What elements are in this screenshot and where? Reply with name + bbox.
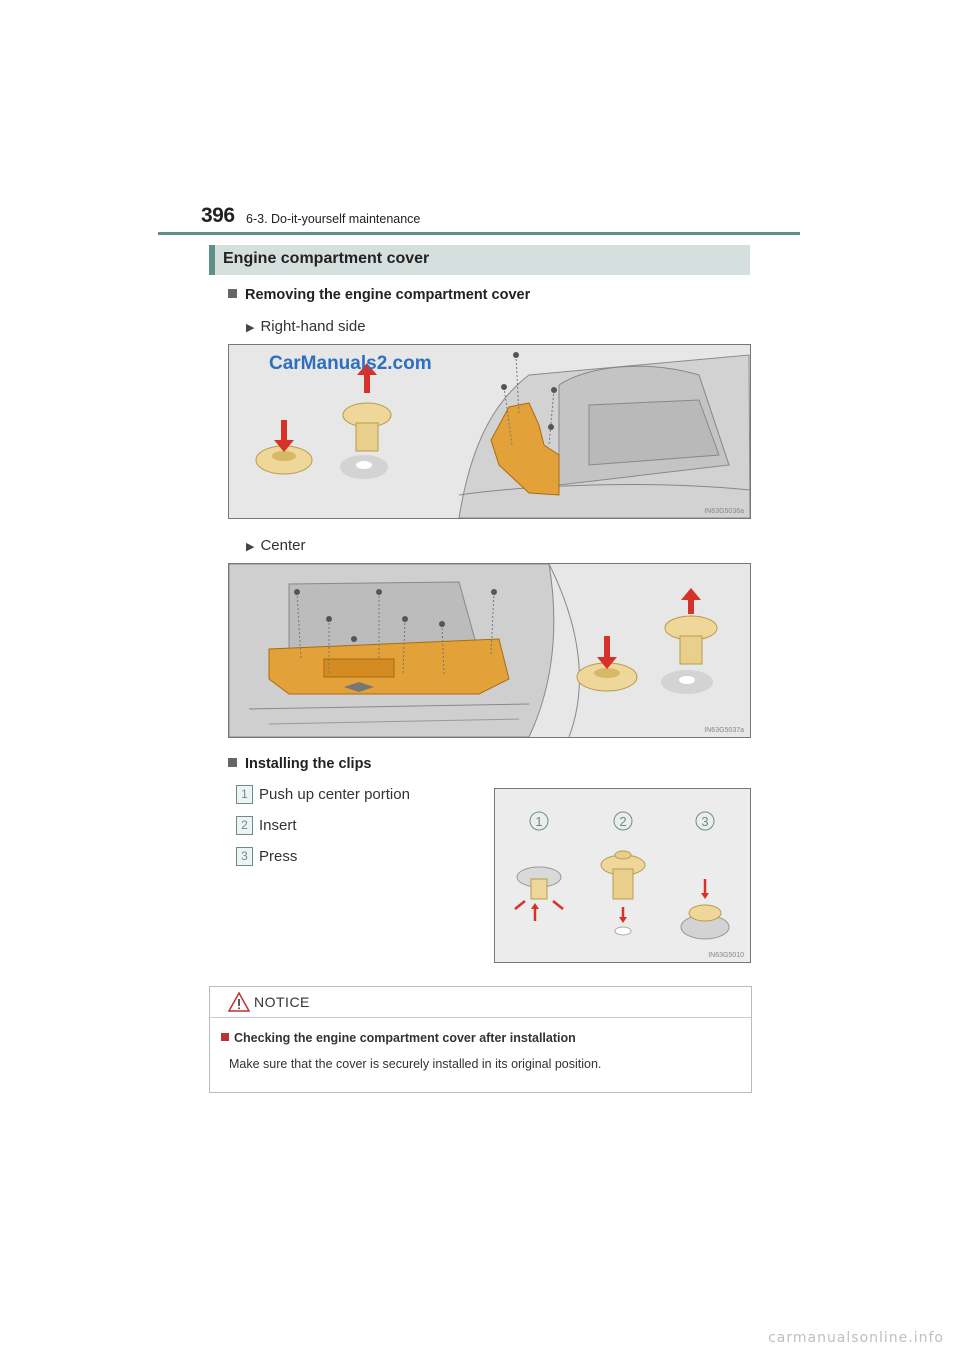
install-step [236,847,410,878]
clip-steps-illustration [495,789,750,962]
step-number-badge: 1 [236,785,253,804]
header-rule [158,232,800,235]
notice-header [210,987,751,1018]
subhead-installing [228,756,372,772]
figure-step-number: 3 [701,814,709,829]
footer-watermark: carmanualsonline.info [768,1330,944,1346]
heading-accent-bar [209,245,215,275]
subhead-removing [228,287,530,303]
engine-center-illustration [229,564,750,737]
heading-text: Engine compartment cover [223,250,430,267]
figure-step-number: 2 [619,814,627,829]
warning-triangle-icon [228,992,250,1012]
label-center-text: Center [260,537,306,554]
subhead-removing-text: Removing the engine compartment cover [245,287,531,303]
square-bullet-icon [228,758,237,767]
figure-right-hand-side [228,344,751,519]
label-right-hand-side [246,318,366,335]
step-number-badge: 3 [236,847,253,866]
install-step [236,785,410,816]
figure2-code: IN63G5037a [704,727,744,734]
figure-step-number: 1 [535,814,543,829]
page-number: 396 [201,204,235,227]
section-heading [209,245,750,275]
square-bullet-icon [228,289,237,298]
notice-subtitle [221,1031,576,1045]
triangle-bullet-icon: ▶ [246,322,255,334]
install-steps-list [236,785,410,878]
figure-center [228,563,751,738]
label-right-hand-side-text: Right-hand side [260,318,366,335]
notice-box [209,986,752,1093]
step-text: Insert [259,817,297,834]
triangle-bullet-icon: ▶ [246,541,255,553]
figure-installing-clips [494,788,751,963]
figure3-code: IN63G5010 [708,952,744,959]
subhead-installing-text: Installing the clips [245,756,372,772]
install-step [236,816,410,847]
notice-body: Make sure that the cover is securely installed in its original position. [229,1057,602,1071]
step-text: Push up center portion [259,786,410,803]
step-text: Press [259,848,298,865]
label-center [246,537,306,554]
watermark-carmanuals2: CarManuals2.com [269,353,432,374]
square-bullet-icon [221,1033,229,1041]
section-title: 6-3. Do-it-yourself maintenance [246,212,421,226]
figure1-code: IN63G5036a [704,508,744,515]
notice-subtitle-text: Checking the engine compartment cover after installation [234,1031,576,1045]
notice-title: NOTICE [254,994,310,1010]
step-number-badge: 2 [236,816,253,835]
